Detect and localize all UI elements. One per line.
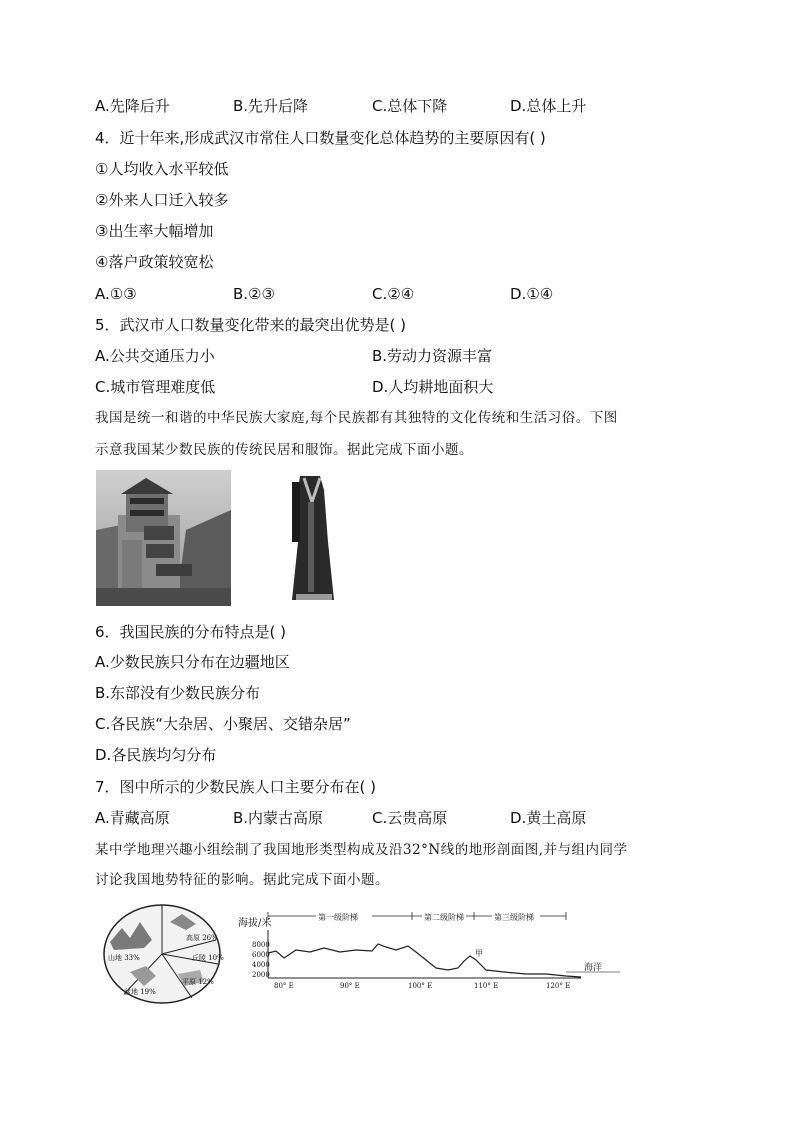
q4-option-d: D.①④ [510, 285, 554, 303]
pie-label-plateau: 高原 26% [186, 934, 218, 942]
q4-stem: 4．近十年来,形成武汉市常住人口数量变化总体趋势的主要原因有( ) [95, 129, 546, 147]
profile-ylabel: 海拔/米 [238, 918, 272, 929]
intro-paragraph-2-line-1: 某中学地理兴趣小组绘制了我国地形类型构成及沿32°N线的地形剖面图,并与组内同学 [95, 842, 628, 858]
step-third: 第三级阶梯 [494, 913, 534, 922]
q7-option-c: C.云贵高原 [372, 809, 448, 827]
q3-option-d: D.总体上升 [510, 97, 587, 115]
q7-option-a: A.青藏高原 [95, 809, 170, 827]
q3-option-c: C.总体下降 [372, 97, 448, 115]
q7-option-d: D.黄土高原 [510, 809, 587, 827]
q7-stem: 7．图中所示的少数民族人口主要分布在( ) [95, 778, 377, 796]
ytick-4000: 4000 [252, 961, 270, 969]
xtick-90e: 90° E [340, 982, 360, 990]
xtick-80e: 80° E [274, 982, 294, 990]
q6-stem: 6．我国民族的分布特点是( ) [95, 623, 287, 641]
pie-label-basin: 盆地 19% [124, 988, 156, 996]
intro-paragraph-1-line-1: 我国是统一和谐的中华民族大家庭,每个民族都有其独特的文化传统和生活习俗。下图 [95, 410, 618, 426]
q6-option-a: A.少数民族只分布在边疆地区 [95, 653, 290, 671]
pie-label-plain: 平原 12% [182, 978, 214, 986]
profile-line [268, 944, 581, 977]
q4-item-2: ②外来人口迁入较多 [95, 191, 229, 209]
q5-option-a: A.公共交通压力小 [95, 347, 215, 365]
xtick-100e: 100° E [408, 982, 433, 990]
ethnic-costume-photo [290, 472, 334, 605]
q4-option-b: B.②③ [233, 285, 275, 303]
pie-label-mountain: 山地 33% [108, 954, 140, 962]
q4-item-3: ③出生率大幅增加 [95, 222, 214, 240]
q5-option-c: C.城市管理难度低 [95, 378, 216, 396]
step-second: 第二级阶梯 [424, 913, 464, 922]
sea-label: 海洋 [584, 963, 603, 973]
intro-paragraph-2-line-2: 讨论我国地势特征的影响。据此完成下面小题。 [95, 872, 389, 888]
q5-option-b: B.劳动力资源丰富 [372, 347, 493, 365]
terrain-pie-diagram [100, 902, 224, 1006]
xtick-110e: 110° E [474, 982, 499, 990]
xtick-120e: 120° E [546, 982, 571, 990]
q4-option-a: A.①③ [95, 285, 137, 303]
terrain-profile-chart [236, 906, 620, 990]
q3-option-b: B.先升后降 [233, 97, 309, 115]
tower-house-photo [96, 470, 231, 606]
ytick-6000: 6000 [252, 951, 270, 959]
q3-option-a: A.先降后升 [95, 97, 170, 115]
step-first: 第一级阶梯 [318, 913, 358, 922]
q5-option-d: D.人均耕地面积大 [372, 378, 494, 396]
q6-option-d: D.各民族均匀分布 [95, 746, 217, 764]
q7-option-b: B.内蒙古高原 [233, 809, 324, 827]
ytick-2000: 2000 [252, 971, 270, 979]
intro-paragraph-1-line-2: 示意我国某少数民族的传统民居和服饰。据此完成下面小题。 [95, 442, 473, 458]
point-jia-label: 甲 [475, 949, 483, 958]
q6-option-b: B.东部没有少数民族分布 [95, 684, 261, 702]
q4-item-1: ①人均收入水平较低 [95, 160, 229, 178]
pie-label-hills: 丘陵 10% [192, 954, 224, 962]
q5-stem: 5．武汉市人口数量变化带来的最突出优势是( ) [95, 316, 407, 334]
q4-item-4: ④落户政策较宽松 [95, 253, 214, 271]
q4-option-c: C.②④ [372, 285, 415, 303]
ytick-8000: 8000 [252, 941, 270, 949]
q6-option-c: C.各民族“大杂居、小聚居、交错杂居” [95, 715, 351, 733]
